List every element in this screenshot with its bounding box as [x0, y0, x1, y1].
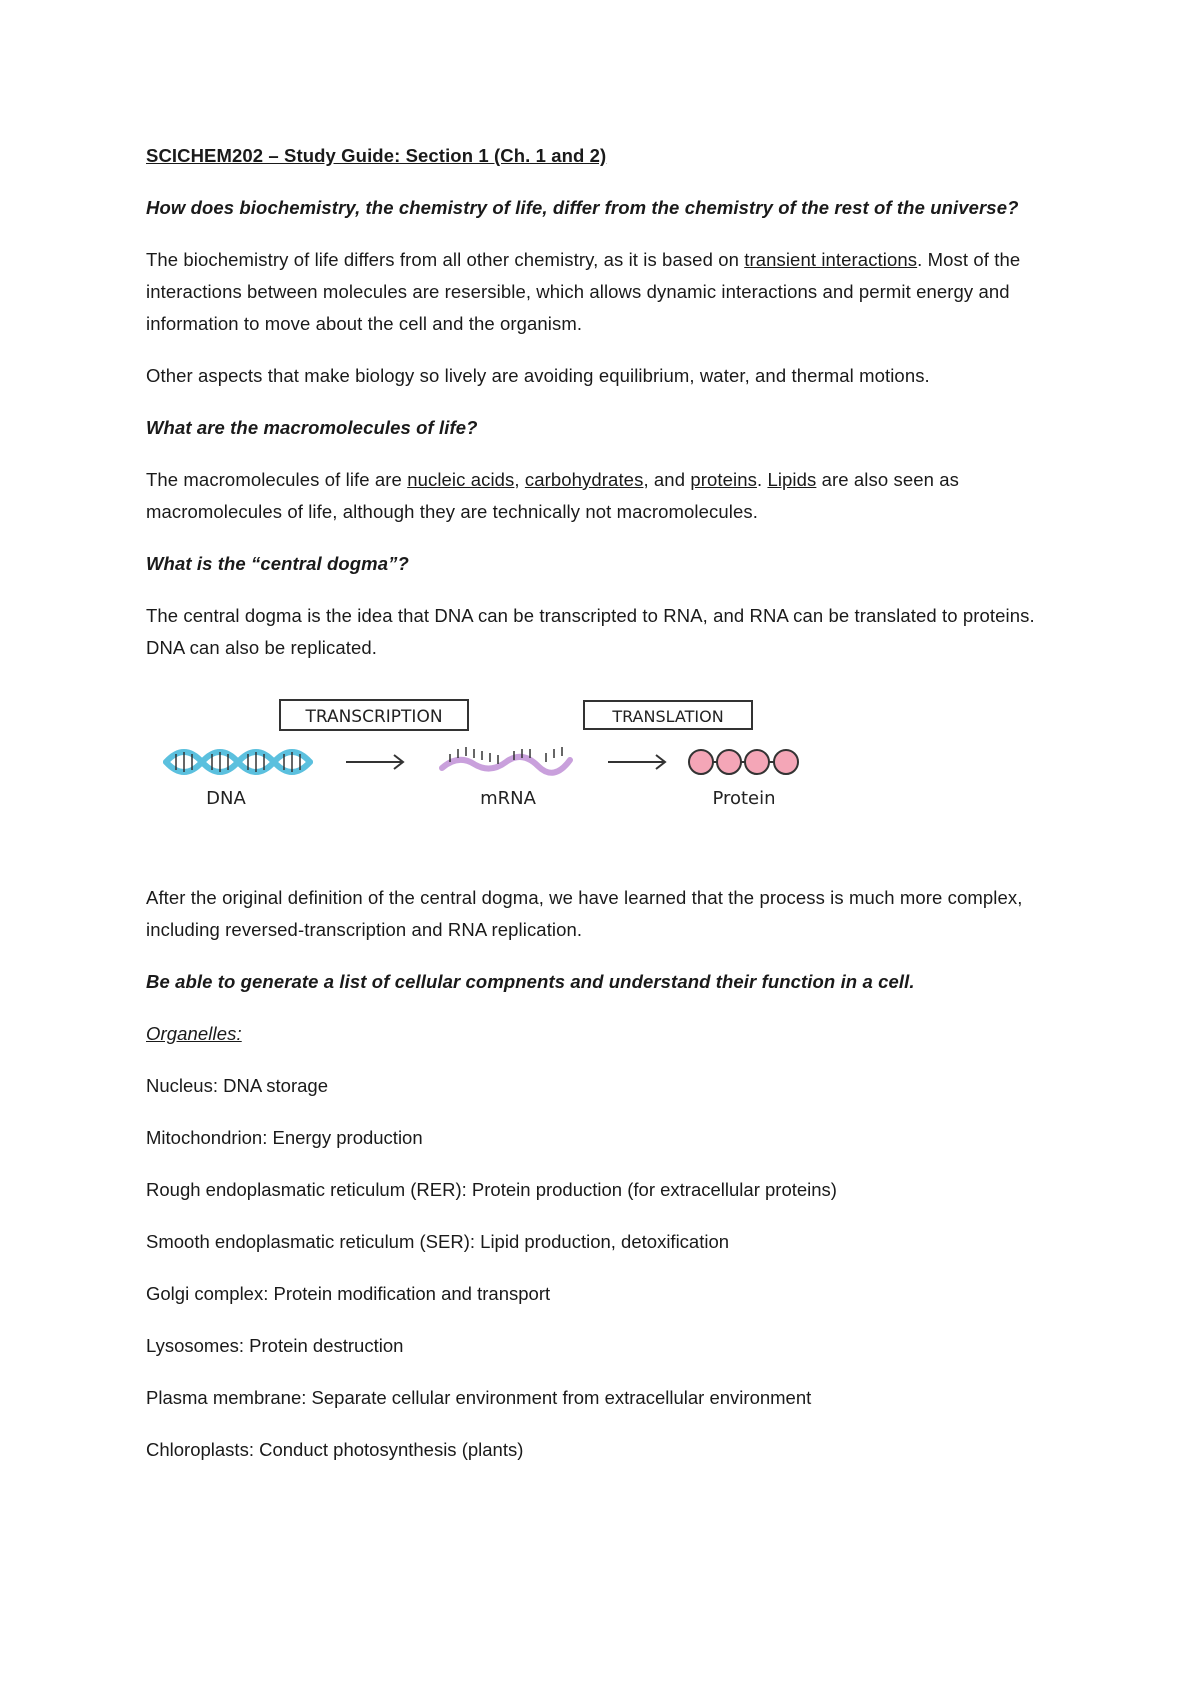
mrna-strand-icon	[442, 747, 570, 773]
sep-3: .	[756, 469, 768, 490]
answer-1-paragraph	[146, 244, 1066, 340]
protein-label: Protein	[712, 788, 776, 809]
list-item: Smooth endoplasmatic reticulum (SER): Lipid production, detoxification	[146, 1231, 730, 1252]
answer-1-text-a: The biochemistry of life differs from all other chemistry, as it is based on	[146, 249, 745, 270]
document-page	[146, 140, 1066, 1486]
answer-1b-paragraph: Other aspects that make biology so lively are avoiding equilibrium, water, and thermal motions.	[146, 365, 930, 386]
term-proteins: proteins	[690, 469, 757, 490]
mrna-label: mRNA	[480, 788, 536, 809]
list-item: Plasma membrane: Separate cellular environment from extracellular environment	[146, 1387, 812, 1408]
arrow-right-icon	[608, 755, 665, 769]
dna-label: DNA	[206, 788, 246, 809]
organelles-list	[146, 1070, 1066, 1466]
answer-2-paragraph	[146, 464, 1066, 528]
list-item: Chloroplasts: Conduct photosynthesis (plants)	[146, 1439, 524, 1460]
term-nucleic-acids: nucleic acids	[407, 469, 515, 490]
list-item: Lysosomes: Protein destruction	[146, 1335, 404, 1356]
list-item: Rough endoplasmatic reticulum (RER): Protein production (for extracellular proteins)	[146, 1179, 837, 1200]
transcription-label: TRANSCRIPTION	[305, 707, 443, 727]
term-lipids: Lipids	[767, 469, 817, 490]
list-item: Nucleus: DNA storage	[146, 1075, 329, 1096]
question-1: How does biochemistry, the chemistry of life, differ from the chemistry of the rest of the universe?	[146, 197, 1019, 218]
page-title: SCICHEM202 – Study Guide: Section 1 (Ch. 1 and 2)	[146, 145, 607, 166]
answer-1-text-b: . Most of the interactions between molecules are resersible, which allows dynamic interactions and permit energy and information to move about the cell and the organism.	[146, 249, 1021, 334]
answer-3-paragraph: The central dogma is the idea that DNA can be transcripted to RNA, and RNA can be translated to proteins. DNA can also be replicated.	[146, 605, 1035, 658]
central-dogma-figure	[146, 692, 1066, 842]
list-item: Mitochondrion: Energy production	[146, 1127, 423, 1148]
arrow-right-icon	[346, 755, 403, 769]
term-carbohydrates: carbohydrates	[524, 469, 644, 490]
list-item: Golgi complex: Protein modification and transport	[146, 1283, 551, 1304]
answer-3b-paragraph: After the original definition of the central dogma, we have learned that the process is much more complex, including reversed-transcription and RNA replication.	[146, 887, 1023, 940]
term-transient-interactions: transient interactions	[744, 249, 918, 270]
answer-2-text-a: The macromolecules of life are	[146, 469, 408, 490]
protein-chain-icon	[689, 750, 798, 774]
question-2: What are the macromolecules of life?	[146, 417, 478, 438]
answer-2-text-b: are also seen as macromolecules of life, although they are technically not macromolecules.	[146, 469, 959, 522]
organelles-heading: Organelles:	[146, 1023, 242, 1044]
central-dogma-diagram	[146, 692, 1066, 842]
sep-1: ,	[514, 469, 525, 490]
question-4: Be able to generate a list of cellular compnents and understand their function in a cell.	[146, 971, 915, 992]
translation-label: TRANSLATION	[612, 707, 724, 726]
question-3: What is the “central dogma”?	[146, 553, 409, 574]
dna-helix-icon	[166, 752, 310, 772]
sep-2: , and	[643, 469, 691, 490]
